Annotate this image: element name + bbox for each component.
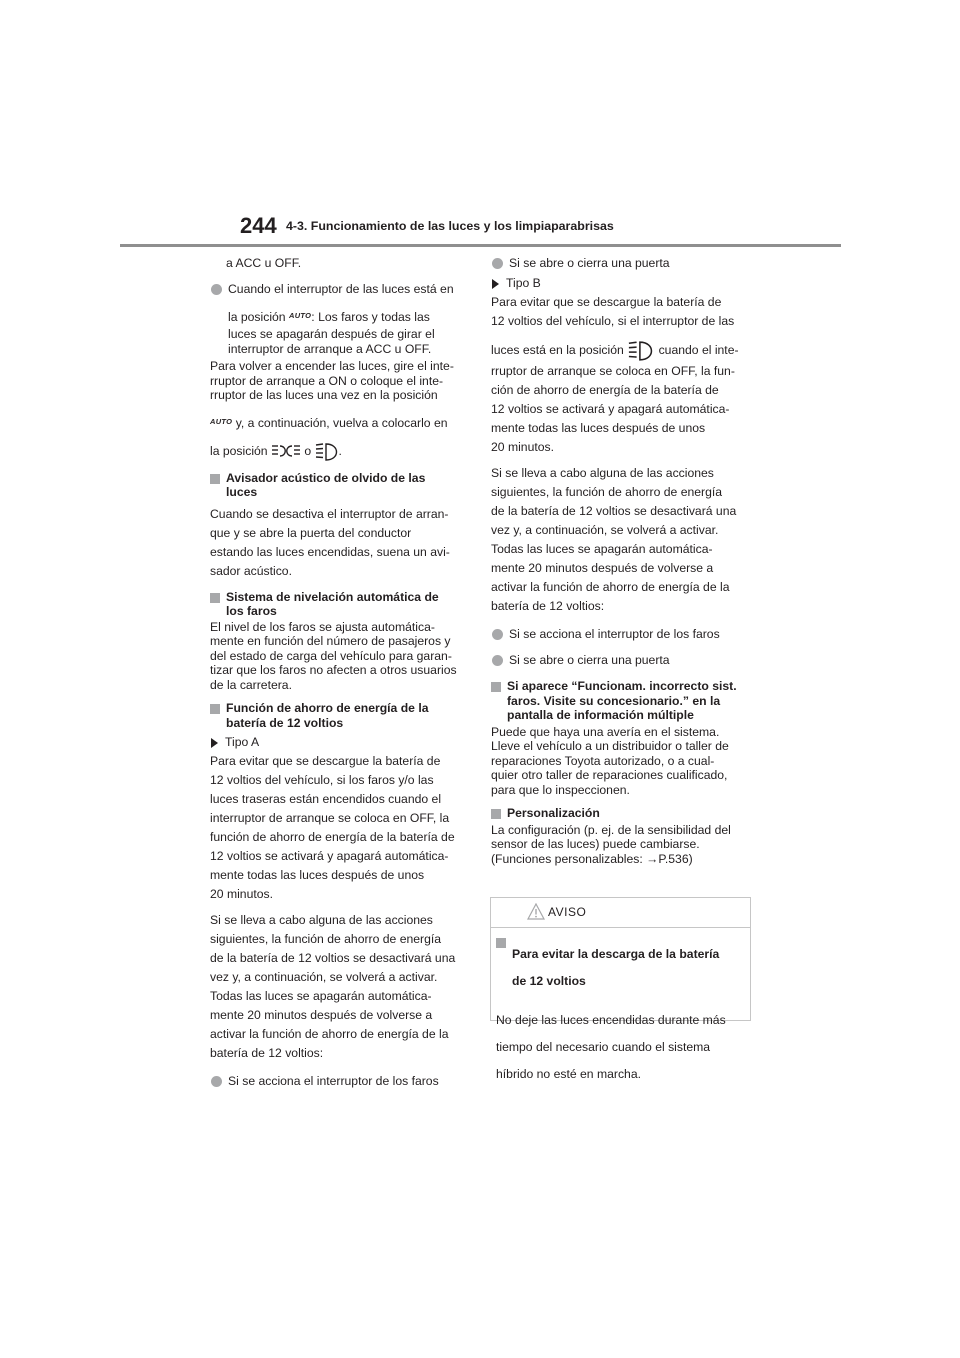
paragraph: Si se lleva a cabo alguna de las acciones siguientes, la función de ahorro de energía de la batería de 12 voltios se desactivará una vez y, a continuación, se volverá a activar. Todas las luces se apagarán automática- mente 20 minutos después de volverse a activar la función de ahorro de energía de la batería de 12 voltios:	[210, 913, 456, 1060]
left-column	[210, 254, 472, 1091]
section-heading: Función de ahorro de energía de la batería de 12 voltios	[210, 701, 472, 730]
text-line: luces se apagarán después de girar el	[228, 327, 435, 341]
auto-icon: AUTO	[288, 311, 312, 320]
square-bullet-icon	[491, 809, 501, 819]
text-line: Cuando el interruptor de las luces está en	[228, 282, 454, 296]
text-line: interruptor de arranque a ACC u OFF.	[228, 341, 432, 356]
bullet-dot-icon	[211, 284, 222, 295]
list-item: Si se abre o cierra una puerta	[491, 254, 753, 273]
list-item	[210, 280, 472, 356]
text-line: luces está en la posición cuando el inte-	[491, 340, 753, 362]
section-heading: Personalización	[491, 806, 753, 821]
text-line: la posición $^{AUTO}$: Los faros y todas las	[228, 310, 430, 324]
aviso-body	[491, 928, 750, 1082]
square-bullet-icon	[210, 474, 220, 484]
square-bullet-icon	[210, 593, 220, 603]
text-line: $^{AUTO}$ y, a continuación, vuelva a colocarlo en	[210, 415, 448, 430]
page-number: 244	[240, 213, 277, 238]
aviso-title: AVISO	[548, 905, 587, 919]
section-heading: Para evitar la descarga de la batería de 12 voltios	[496, 935, 745, 1001]
list-item: Si se acciona el interruptor de los faros	[210, 1072, 472, 1091]
bullet-dot-icon	[492, 655, 503, 666]
text-line: a ACC u OFF.	[226, 256, 302, 270]
text-line: la posición o .	[210, 442, 472, 462]
right-column	[491, 254, 753, 866]
auto-icon: AUTO	[210, 416, 233, 426]
paragraph: Cuando se desactiva el interruptor de arran- que y se abre la puerta del conductor estando las luces encendidas, suena un avi- sador acústico.	[210, 506, 450, 578]
list-item: Tipo B	[491, 274, 753, 293]
paragraph: El nivel de los faros se ajusta automática- mente en función del número de pasajeros y del estado de carga del vehículo para garan- tizar que los faros no afecten a otros usuarios de la carretera.	[210, 619, 457, 692]
paragraph: No deje las luces encendidas durante más tiempo del necesario cuando el sistema híbrido no esté en marcha.	[496, 1012, 726, 1082]
square-bullet-icon	[496, 938, 506, 948]
section-heading: Sistema de nivelación automática de los faros	[210, 590, 472, 619]
list-item: Si se acciona el interruptor de los faros	[491, 625, 753, 644]
header-rule	[120, 244, 841, 247]
square-bullet-icon	[491, 682, 501, 692]
paragraph: La configuración (p. ej. de la sensibilidad del sensor de las luces) puede cambiarse. (Funciones personalizables: →P.536)	[491, 822, 731, 866]
paragraph: Puede que haya una avería en el sistema. Lleve el vehículo a un distribuidor o taller de reparaciones Toyota autorizado, o a cual- quier otro taller de reparaciones cualificado, para que lo inspeccionen.	[491, 724, 729, 797]
arrow-bullet-icon	[492, 279, 499, 289]
paragraph: Para evitar que se descargue la batería de 12 voltios del vehículo, si el interruptor de las luces está en la posición cuando el inte- rruptor de arranque se coloca en OFF, la fun- ción de ahorro de energía de la batería de 12 voltios se activará y apagará automática- mente todas las luces después de unos 20 minutos.	[491, 293, 753, 457]
aviso-box	[490, 897, 751, 1082]
paragraph: Para volver a encender las luces, gire el inte- rruptor de arranque a ON o coloque el inte- rruptor de las luces una vez en la posición	[210, 359, 454, 402]
bullet-dot-icon	[211, 1076, 222, 1087]
paragraph: Si se lleva a cabo alguna de las acciones siguientes, la función de ahorro de energía de la batería de 12 voltios se desactivará una vez y, a continuación, se volverá a activar. Todas las luces se apagarán automática- mente 20 minutos después de volverse a activar la función de ahorro de energía de la batería de 12 voltios:	[491, 466, 737, 613]
warning-triangle-icon	[527, 903, 545, 920]
tail-light-icon	[627, 340, 655, 362]
section-heading: Si aparece “Funcionam. incorrecto sist. faros. Visite su concesionario.” en la pantalla de información múltiple	[491, 679, 753, 723]
paragraph: Para evitar que se descargue la batería de 12 voltios del vehículo, si los faros y/o las luces traseras están encendidos cuando el interruptor de arranque se coloca en OFF, la función de ahorro de energía de la batería de 12 voltios se activará y apagará automática- mente todas las luces después de unos 20 minutos.	[210, 754, 455, 901]
section-title: 4-3. Funcionamiento de las luces y los limpiaparabrisas	[286, 219, 614, 233]
square-bullet-icon	[210, 704, 220, 714]
bullet-dot-icon	[492, 258, 503, 269]
aviso-header	[491, 898, 750, 928]
headlight-icon	[271, 444, 301, 460]
list-item: Tipo A	[210, 733, 472, 752]
tail-light-icon	[315, 442, 339, 462]
section-heading: Avisador acústico de olvido de las luces	[210, 471, 472, 500]
arrow-bullet-icon	[211, 738, 218, 748]
bullet-dot-icon	[492, 629, 503, 640]
list-item: Si se abre o cierra una puerta	[491, 651, 753, 670]
